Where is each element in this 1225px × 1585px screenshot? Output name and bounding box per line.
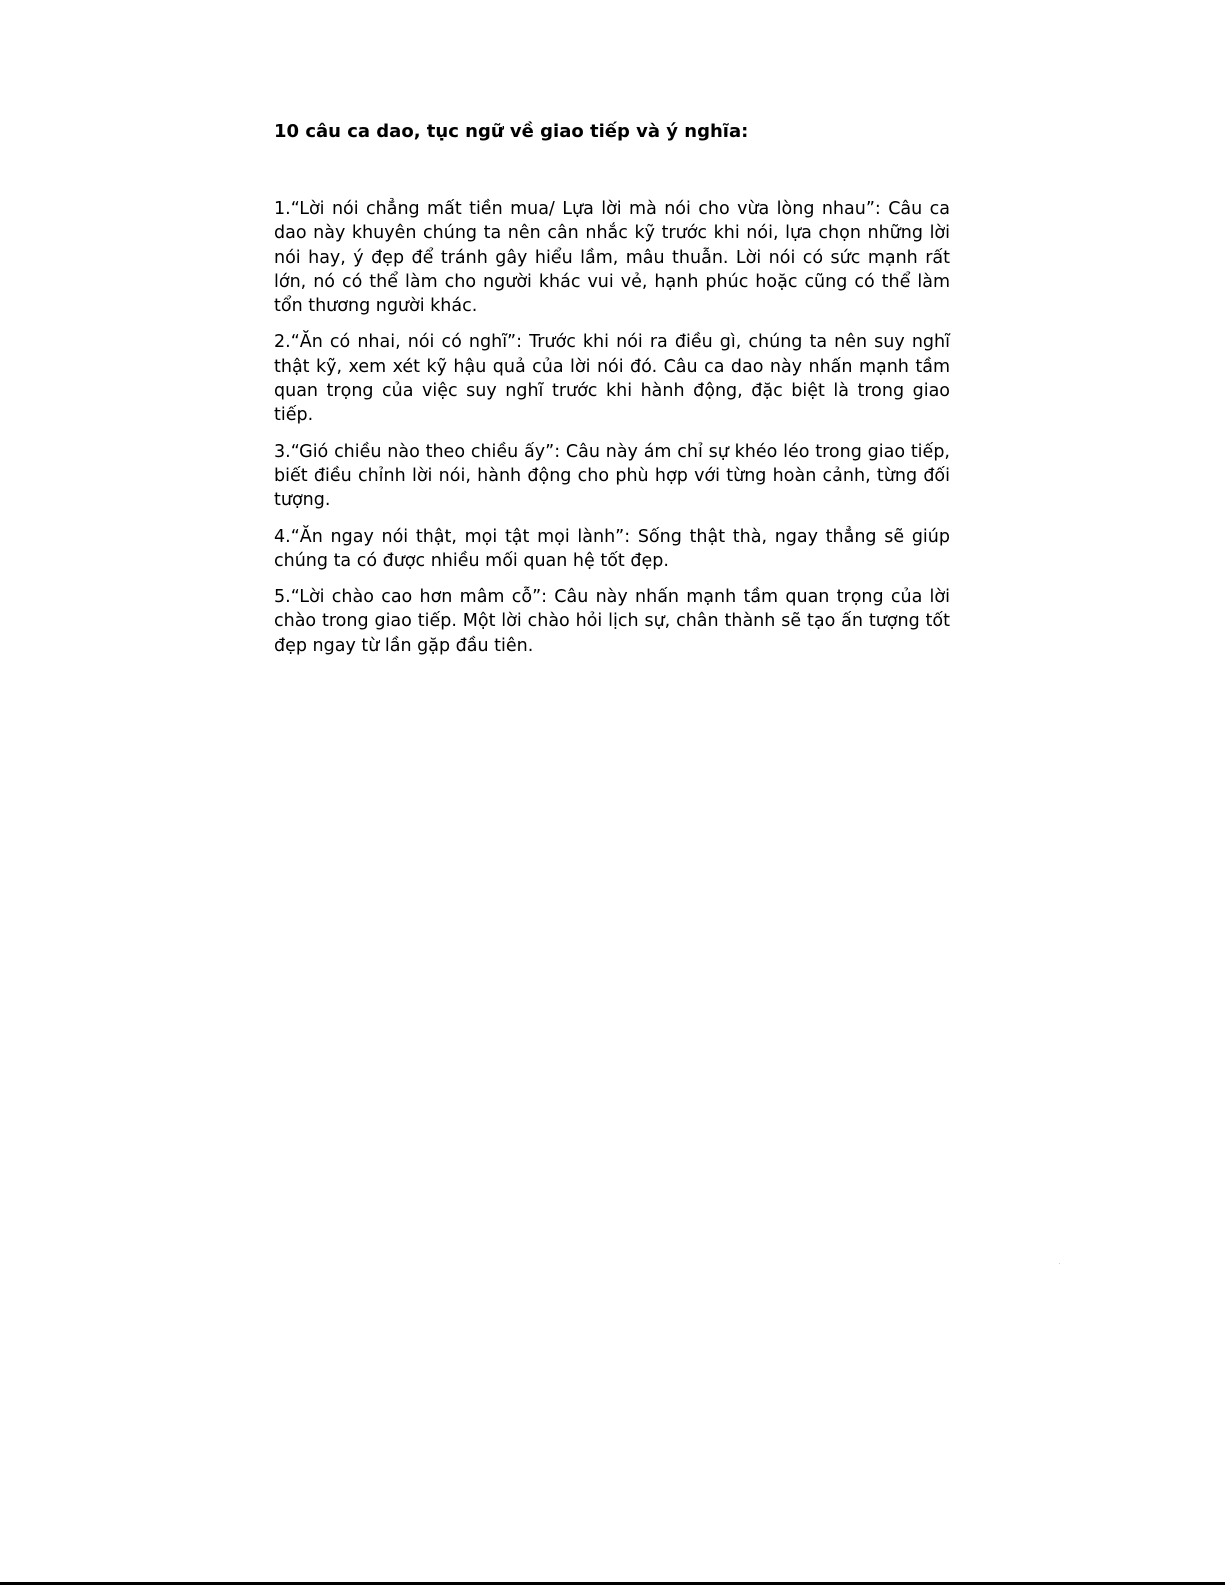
document-content: [274, 119, 950, 670]
document-title: 10 câu ca dao, tục ngữ về giao tiếp và ý nghĩa:: [274, 121, 749, 142]
scan-speck: [1059, 1263, 1060, 1264]
proverb-item-4: 4.“Ăn ngay nói thật, mọi tật mọi lành”: Sống thật thà, ngay thẳng sẽ giúp chúng ta có được nhiều mối quan hệ tốt đẹp.: [274, 526, 950, 571]
proverb-item-5: 5.“Lời chào cao hơn mâm cỗ”: Câu này nhấn mạnh tầm quan trọng của lời chào trong giao tiếp. Một lời chào hỏi lịch sự, chân thành sẽ tạo ấn tượng tốt đẹp ngay từ lần gặp đầu tiên.: [274, 587, 950, 656]
proverb-item-1: 1.“Lời nói chẳng mất tiền mua/ Lựa lời mà nói cho vừa lòng nhau”: Câu ca dao này khuyên chúng ta nên cân nhắc kỹ trước khi nói, lựa chọn những lời nói hay, ý đẹp để tránh gây hiểu lầm, mâu thuẫn. Lời nói có sức mạnh rất lớn, nó có thể làm cho người khác vui vẻ, hạnh phúc hoặc cũng có thể làm tổn thương người khác.: [274, 199, 950, 317]
proverb-item-2: 2.“Ăn có nhai, nói có nghĩ”: Trước khi nói ra điều gì, chúng ta nên suy nghĩ thật kỹ, xem xét kỹ hậu quả của lời nói đó. Câu ca dao này nhấn mạnh tầm quan trọng của việc suy nghĩ trước khi hành động, đặc biệt là trong giao tiếp.: [274, 332, 950, 426]
proverb-item-3: 3.“Gió chiều nào theo chiều ấy”: Câu này ám chỉ sự khéo léo trong giao tiếp, biết điều chỉnh lời nói, hành động cho phù hợp với từng hoàn cảnh, từng đối tượng.: [274, 441, 950, 511]
